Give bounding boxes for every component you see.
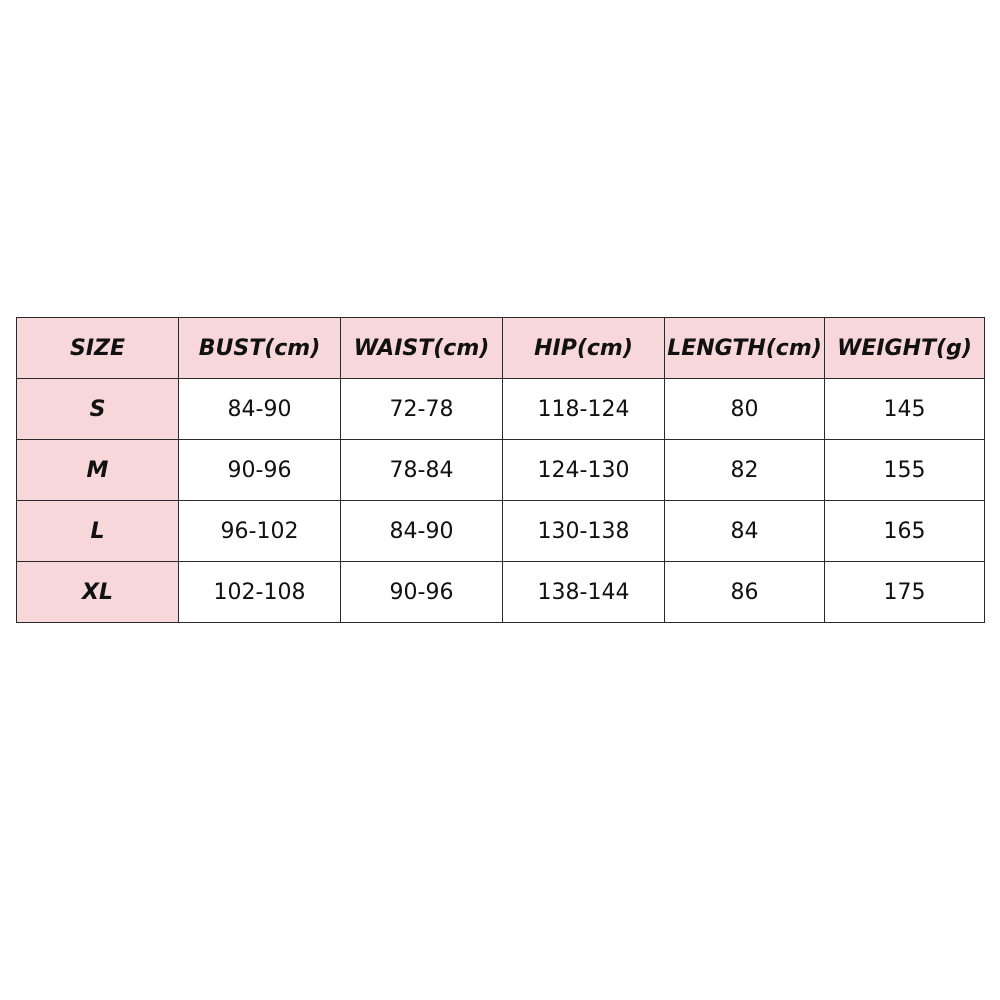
header-bust: BUST(cm) bbox=[179, 318, 341, 379]
hip-value: 138-144 bbox=[503, 562, 665, 623]
size-chart-table bbox=[16, 317, 985, 623]
hip-value: 124-130 bbox=[503, 440, 665, 501]
bust-value: 102-108 bbox=[179, 562, 341, 623]
weight-value: 175 bbox=[825, 562, 985, 623]
header-weight: WEIGHT(g) bbox=[825, 318, 985, 379]
waist-value: 84-90 bbox=[341, 501, 503, 562]
header-row bbox=[17, 318, 985, 379]
table-row bbox=[17, 501, 985, 562]
hip-value: 130-138 bbox=[503, 501, 665, 562]
weight-value: 155 bbox=[825, 440, 985, 501]
header-length: LENGTH(cm) bbox=[665, 318, 825, 379]
bust-value: 84-90 bbox=[179, 379, 341, 440]
waist-value: 90-96 bbox=[341, 562, 503, 623]
size-label: XL bbox=[17, 562, 179, 623]
weight-value: 165 bbox=[825, 501, 985, 562]
bust-value: 96-102 bbox=[179, 501, 341, 562]
header-hip: HIP(cm) bbox=[503, 318, 665, 379]
waist-value: 72-78 bbox=[341, 379, 503, 440]
size-label: L bbox=[17, 501, 179, 562]
waist-value: 78-84 bbox=[341, 440, 503, 501]
size-label: S bbox=[17, 379, 179, 440]
length-value: 82 bbox=[665, 440, 825, 501]
table-row bbox=[17, 379, 985, 440]
length-value: 80 bbox=[665, 379, 825, 440]
length-value: 86 bbox=[665, 562, 825, 623]
weight-value: 145 bbox=[825, 379, 985, 440]
table-row bbox=[17, 562, 985, 623]
table-row bbox=[17, 440, 985, 501]
size-label: M bbox=[17, 440, 179, 501]
header-size: SIZE bbox=[17, 318, 179, 379]
length-value: 84 bbox=[665, 501, 825, 562]
header-waist: WAIST(cm) bbox=[341, 318, 503, 379]
bust-value: 90-96 bbox=[179, 440, 341, 501]
hip-value: 118-124 bbox=[503, 379, 665, 440]
